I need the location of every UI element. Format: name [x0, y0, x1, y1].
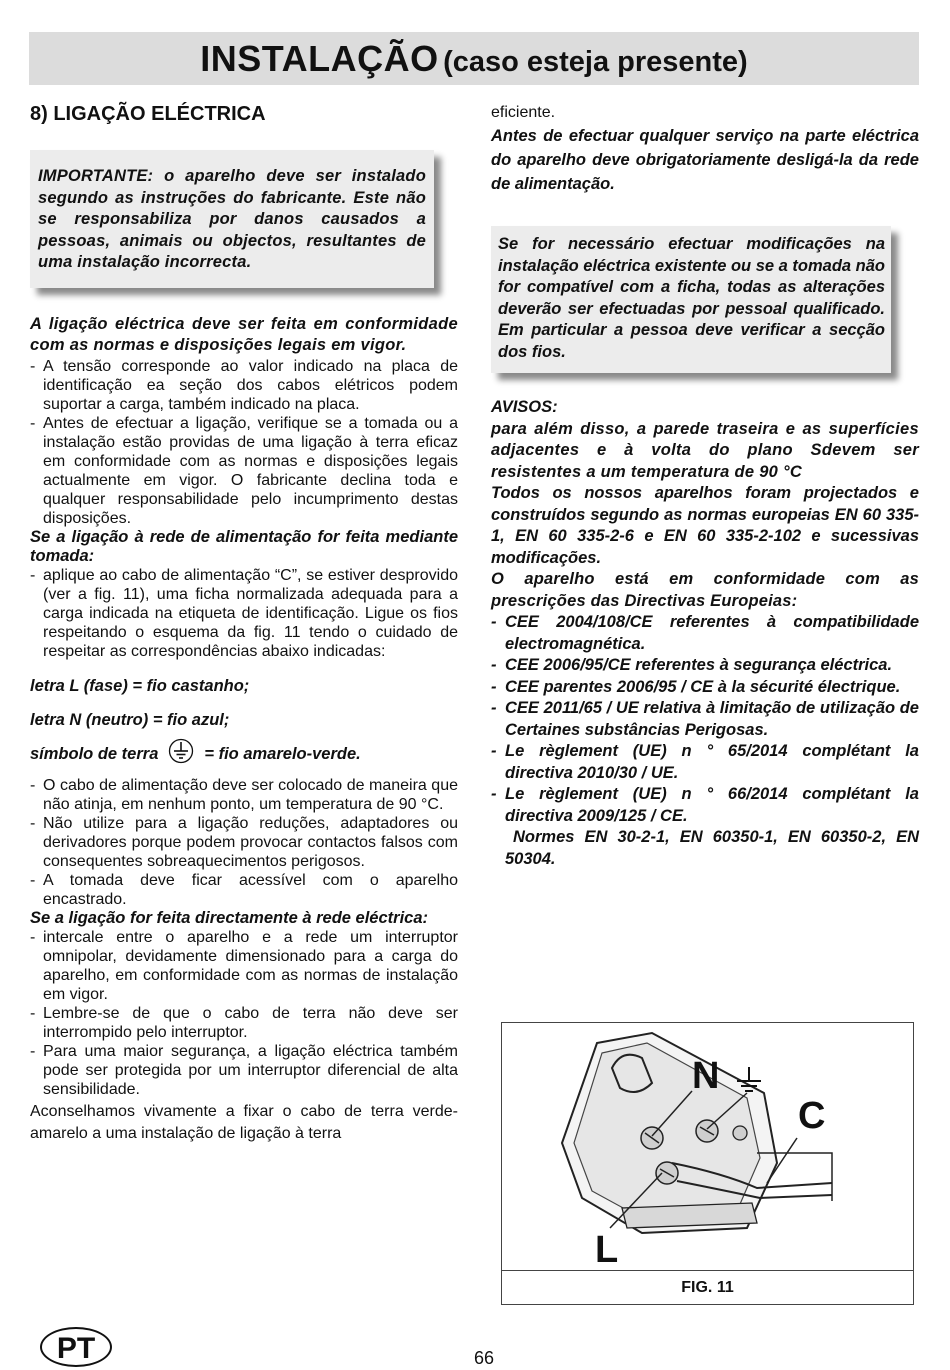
warnings-text: para além disso, a parede traseira e as superfícies adjacentes e à volta do plano Sdevem ser resistentes a um temperatura de 90 °C — [491, 419, 919, 481]
page-header — [29, 32, 919, 85]
list-item: - Le règlement (UE) n ° 66/2014 complétant la directiva 2009/125 / CE. — [491, 784, 919, 827]
important-box: IMPORTANTE: o aparelho deve ser instalado segundo as instruções do fabricante. Este não se responsabiliza por danos causados a pessoas, animais ou objectos, resultantes de uma instalação incorrecta. — [30, 150, 434, 288]
left-column — [30, 150, 458, 1145]
list-item: - Não utilize para a ligação reduções, adaptadores ou derivadores porque podem provocar contactos falsos com consequentes sobreaquecimentos perigosos. — [30, 814, 458, 871]
list-item: - Le règlement (UE) n ° 65/2014 complétant la directiva 2010/30 / UE. — [491, 741, 919, 784]
figure-11 — [501, 1022, 914, 1305]
list-item: - aplique ao cabo de alimentação “C”, se estiver desprovido (ver a fig. 11), uma ficha normalizada adequada para a carga indicada na etiqueta de identificação. Ligue os fios respeitando o esquema da fig. 11 tendo o cuidado de respeitar as correspondências abaixo indicadas: — [30, 566, 458, 661]
right-column — [491, 103, 919, 870]
closing-paragraph: Aconselhamos vivamente a fixar o cabo de terra verde-amarelo a uma instalação de ligação à terra — [30, 1102, 458, 1142]
figure-caption: FIG. 11 — [502, 1270, 913, 1304]
list-item: - CEE 2004/108/CE referentes à compatibilidade electromagnética. — [491, 612, 919, 655]
requirements-list — [30, 357, 458, 528]
label-cable: C — [798, 1095, 826, 1137]
list-item: - Antes de efectuar a ligação, verifique se a tomada ou a instalação estão providas de uma ligação à terra eficaz em conformidade com as normas e disposições legais actualmente em vigor. O fabricante declina toda e qualquer responsabilidade pelo incumprimento destas disposições. — [30, 414, 458, 528]
before-service-text: Antes de efectuar qualquer serviço na parte eléctrica do aparelho deve obrigatoriamente desligá-la da rede de alimentação. — [491, 127, 919, 193]
legend-phase: letra L (fase) = fio castanho; — [30, 676, 250, 695]
directives-list — [491, 612, 919, 827]
list-item: - Lembre-se de que o cabo de terra não deve ser interrompido pelo interruptor. — [30, 1004, 458, 1042]
list-item: - CEE 2011/65 / UE relativa à limitação de utilização de Certaines substâncias Perigosas. — [491, 698, 919, 741]
list-item: - CEE parentes 2006/95 / CE à la sécurité électrique. — [491, 677, 919, 699]
list-item: - O cabo de alimentação deve ser colocado de maneira que não atinja, em nenhum ponto, um temperatura de 90 °C. — [30, 776, 458, 814]
direct-heading: Se a ligação for feita directamente à rede eléctrica: — [30, 908, 429, 927]
label-neutral: N — [692, 1055, 720, 1097]
modifications-box: Se for necessário efectuar modificações na instalação eléctrica existente ou se a tomada não for compatível com a ficha, todas as alterações deverão ser efectuadas por pessoal qualificado. Em particular a pessoa deve verificar a secção dos fios. — [491, 226, 891, 373]
plug-list — [30, 566, 458, 661]
cable-list — [30, 776, 458, 909]
warnings-title: AVISOS: — [491, 398, 558, 416]
list-item: - Para uma maior segurança, a ligação eléctrica também pode ser protegida por um interruptor diferencial de alta sensibilidade. — [30, 1042, 458, 1099]
header-title: INSTALAÇÃO — [200, 38, 439, 79]
continuation-text: eficiente. — [491, 104, 556, 121]
legend-earth-prefix: símbolo de terra — [30, 744, 159, 763]
conformity-text: O aparelho está em conformidade com as prescrições das Directivas Europeias: — [491, 570, 919, 610]
connection-intro: A ligação eléctrica deve ser feita em conformidade com as normas e disposições legais em vigor. — [30, 314, 458, 354]
list-item: - intercale entre o aparelho e a rede um interruptor omnipolar, devidamente dimensionado para a carga do aparelho, em conformidade com as normas de instalação em vigor. — [30, 928, 458, 1004]
list-item: - A tensão corresponde ao valor indicado na placa de identificação ea seção dos cabos elétricos podem suportar a carga, também indicado na placa. — [30, 357, 458, 414]
direct-list — [30, 928, 458, 1099]
page-number: 66 — [474, 1348, 495, 1368]
norms-text: Normes EN 30-2-1, EN 60350-1, EN 60350-2, EN 50304. — [505, 828, 919, 868]
designed-text: Todos os nossos aparelhos foram projectados e construídos segundo as normas europeias EN 60 335-1, EN 60 335-2-6 e EN 60 335-2-102 e sucessivas modificações. — [491, 484, 919, 567]
plug-heading: Se a ligação à rede de alimentação for feita mediante tomada: — [30, 527, 458, 565]
section-title: 8) LIGAÇÃO ELÉCTRICA — [30, 103, 266, 125]
earth-symbol-icon — [168, 738, 194, 764]
language-badge: PT — [40, 1327, 112, 1367]
list-item: - CEE 2006/95/CE referentes à segurança eléctrica. — [491, 655, 919, 677]
legend-earth — [30, 744, 458, 778]
header-subtitle: (caso esteja presente) — [443, 46, 748, 78]
legend-neutral: letra N (neutro) = fio azul; — [30, 710, 230, 729]
list-item: - A tomada deve ficar acessível com o aparelho encastrado. — [30, 871, 458, 909]
label-phase: L — [595, 1229, 619, 1271]
legend-earth-suffix: = fio amarelo-verde. — [204, 744, 361, 763]
